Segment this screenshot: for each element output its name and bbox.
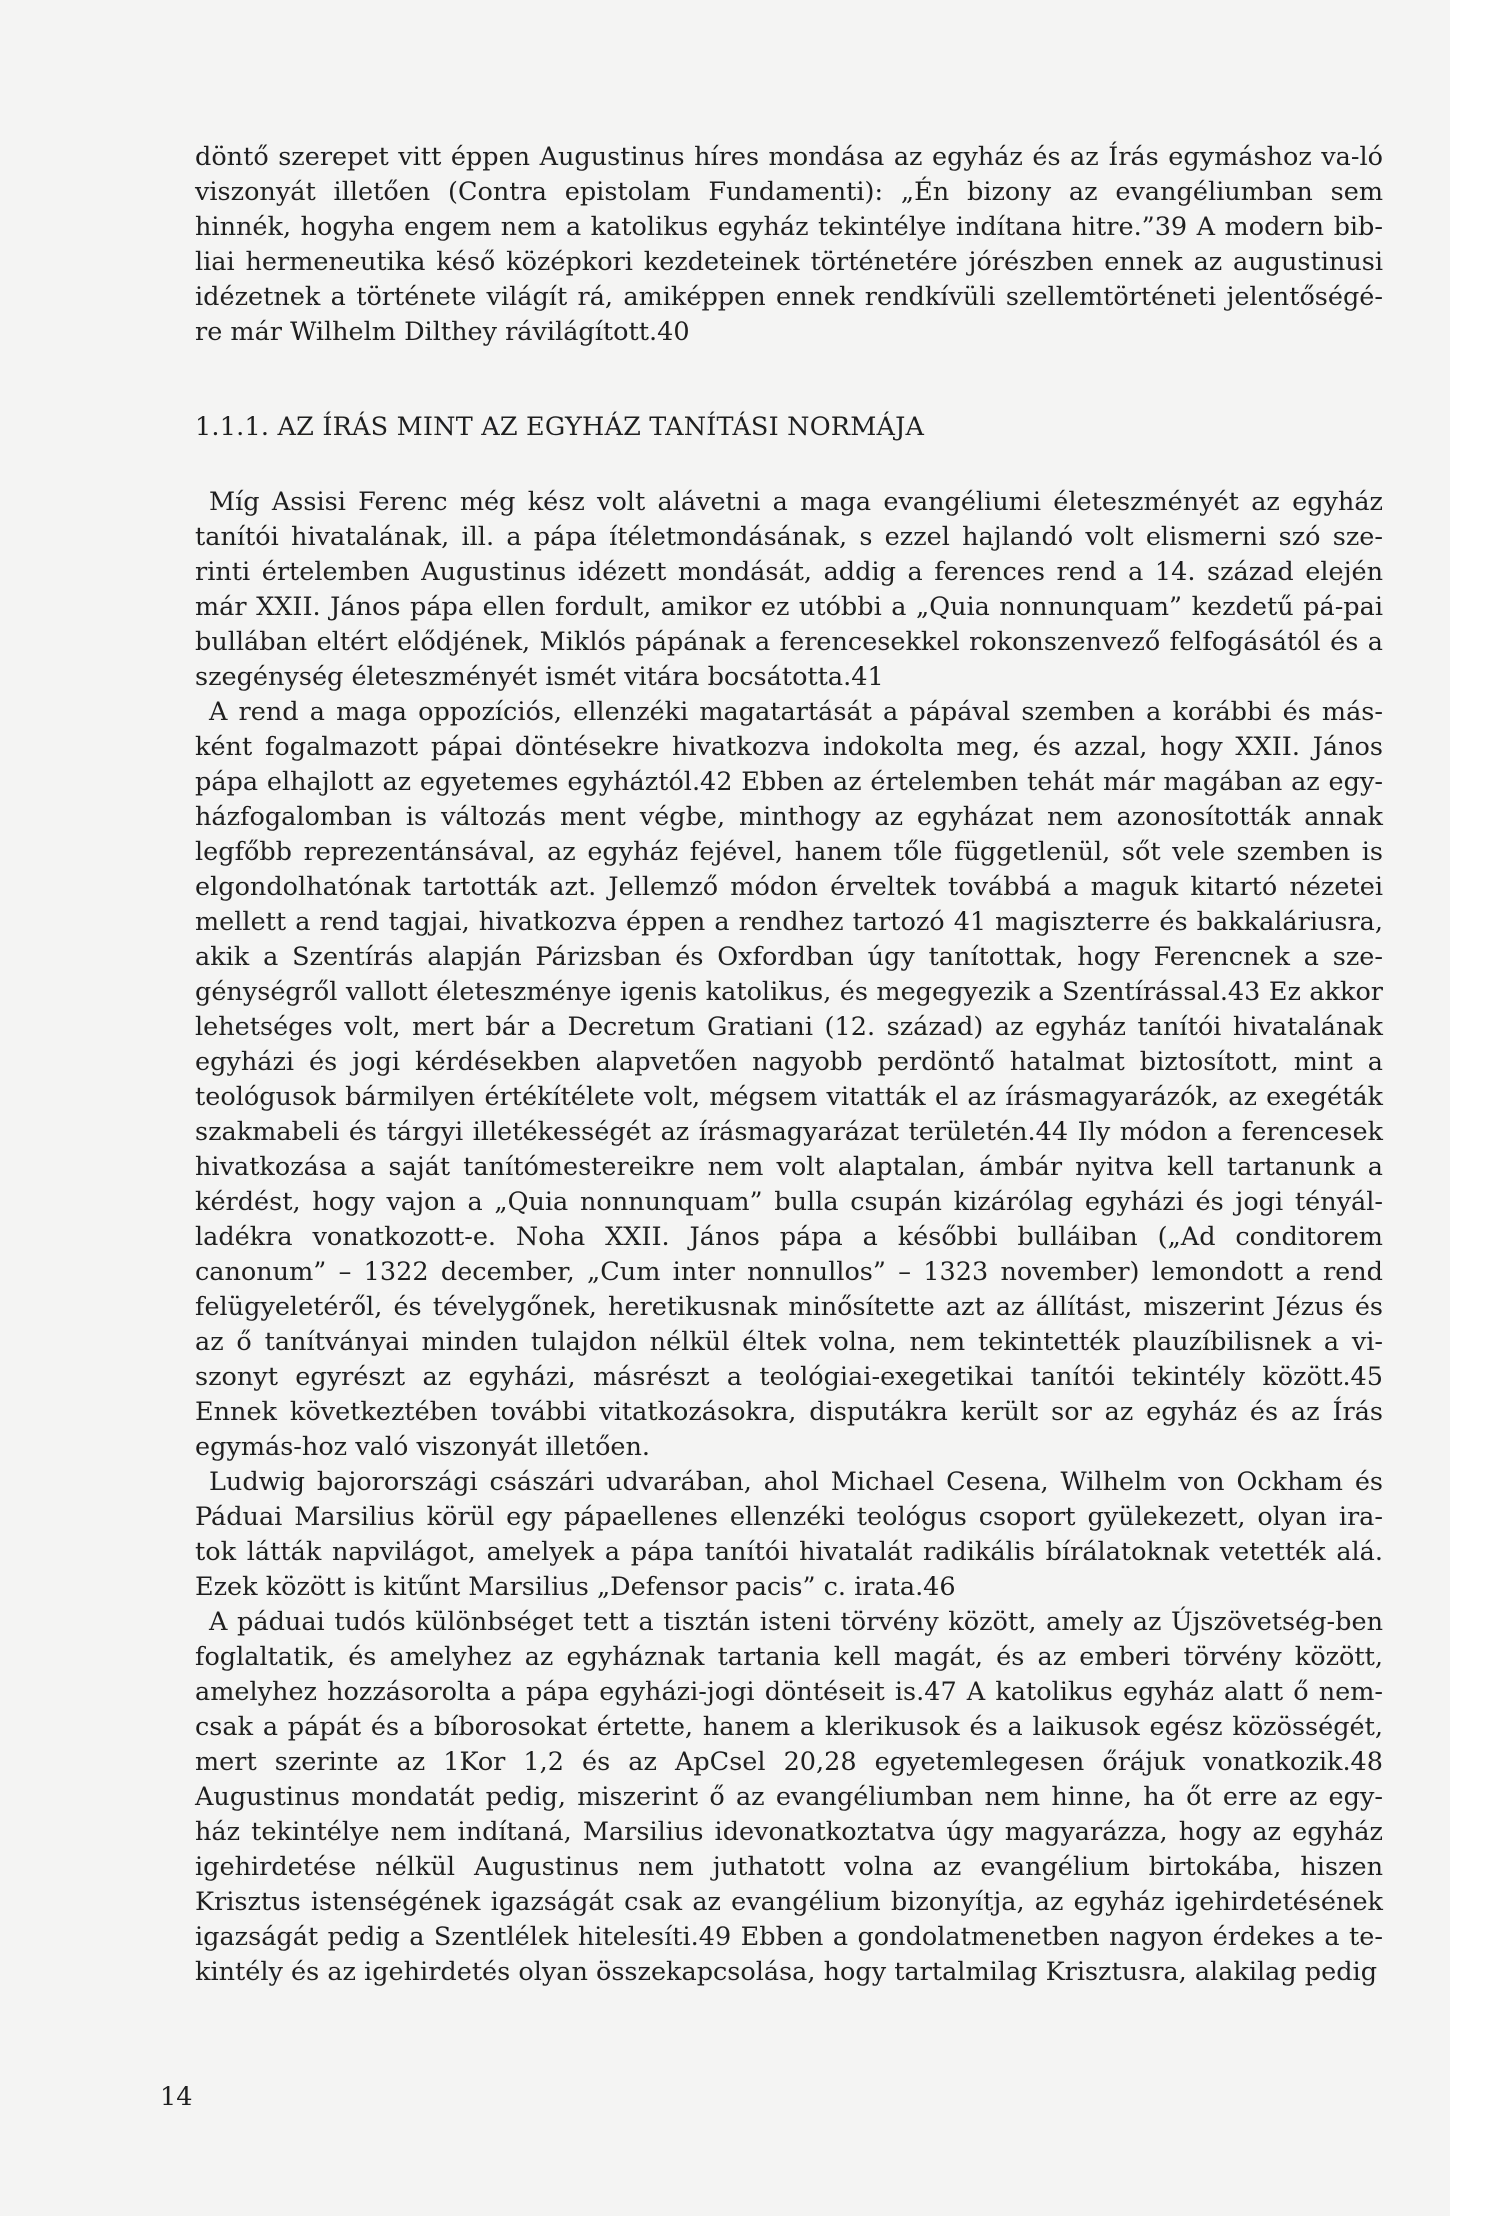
paragraph-1: Míg Assisi Ferenc még kész volt alávetni a maga evangéliumi életeszményét az egyház tanítói hivatalának, ill. a pápa ítéletmondásának, s ezzel hajlandó volt elismerni szó sze-rinti értelemben Augustinus idézett mondását, addig a ferences rend a 14. század elején már XXII. János pápa ellen fordult, amikor ez utóbbi a „Quia nonnunquam” kezdetű pá-pai bullában eltért elődjének, Miklós pápának a ferencesekkel rokonszenvező felfogásától és a szegénység életeszményét ismét vitára bocsátotta.41: [195, 487, 1383, 692]
page-number: 14: [160, 2082, 193, 2112]
section-heading: 1.1.1. AZ ÍRÁS MINT AZ EGYHÁZ TANÍTÁSI NORMÁJA: [195, 412, 925, 442]
intro-paragraph: döntő szerepet vitt éppen Augustinus híres mondása az egyház és az Írás egymáshoz va-ló viszonyát illetően (Contra epistolam Fundamenti): „Én bizony az evangéliumban sem hinnék, hogyha engem nem a katolikus egyház tekintélye indítana hitre.”39 A modern bib-liai hermeneutika késő középkori kezdeteinek történetére jórészben ennek az augustinusi idézetnek a története világít rá, amiképpen ennek rendkívüli szellemtörténeti jelentőségé-re már Wilhelm Dilthey rávilágított.40: [195, 142, 1383, 347]
page-body: [195, 140, 1383, 1990]
paragraph-2: A rend a maga oppozíciós, ellenzéki magatartását a pápával szemben a korábbi és más-ként fogalmazott pápai döntésekre hivatkozva indokolta meg, és azzal, hogy XXII. János pápa elhajlott az egyetemes egyháztól.42 Ebben az értelemben tehát már magában az egy-házfogalomban is változás ment végbe, minthogy az egyházat nem azonosították annak legfőbb reprezentánsával, az egyház fejével, hanem tőle függetlenül, sőt vele szemben is elgondolhatónak tartották azt. Jellemző módon érveltek továbbá a maguk kitartó nézetei mellett a rend tagjai, hivatkozva éppen a rendhez tartozó 41 magiszterre és bakkaláriusra, akik a Szentírás alapján Párizsban és Oxfordban úgy tanítottak, hogy Ferencnek a sze-génységről vallott életeszménye igenis katolikus, és megegyezik a Szentírással.43 Ez akkor lehetséges volt, mert bár a Decretum Gratiani (12. század) az egyház tanítói hivatalának egyházi és jogi kérdésekben alapvetően nagyobb perdöntő hatalmat biztosított, mint a teológusok bármilyen értékítélete volt, mégsem vitatták el az írásmagyarázók, az exegéták szakmabeli és tárgyi illetékességét az írásmagyarázat területén.44 Ily módon a ferencesek hivatkozása a saját tanítómestereikre nem volt alaptalan, ámbár nyitva kell tartanunk a kérdést, hogy vajon a „Quia nonnunquam” bulla csupán kizárólag egyházi és jogi tényál-ladékra vonatkozott-e. Noha XXII. János pápa a későbbi bulláiban („Ad conditorem canonum” – 1322 december, „Cum inter nonnullos” – 1323 november) lemondott a rend felügyeletéről, és tévelygőnek, heretikusnak minősítette azt az állítást, miszerint Jézus és az ő tanítványai minden tulajdon nélkül éltek volna, nem tekintették plauzíbilisnek a vi-szonyt egyrészt az egyházi, másrészt a teológiai-exegetikai tanítói tekintély között.45 Ennek következtében további vitatkozásokra, disputákra került sor az egyház és az Írás egymás-hoz való viszonyát illetően.: [195, 697, 1383, 1462]
paragraph-4: A páduai tudós különbséget tett a tisztán isteni törvény között, amely az Újszövetség-ben foglaltatik, és amelyhez az egyháznak tartania kell magát, és az emberi törvény között, amelyhez hozzásorolta a pápa egyházi-jogi döntéseit is.47 A katolikus egyház alatt ő nem-csak a pápát és a bíborosokat értette, hanem a klerikusok és a laikusok egész közösségét, mert szerinte az 1Kor 1,2 és az ApCsel 20,28 egyetemlegesen őrájuk vonatkozik.48 Augustinus mondatát pedig, miszerint ő az evangéliumban nem hinne, ha őt erre az egy-ház tekintélye nem indítaná, Marsilius idevonatkoztatva úgy magyarázza, hogy az egyház igehirdetése nélkül Augustinus nem juthatott volna az evangélium birtokába, hiszen Krisztus istenségének igazságát csak az evangélium bizonyítja, az egyház igehirdetésének igazságát pedig a Szentlélek hitelesíti.49 Ebben a gondolatmenetben nagyon érdekes a te-kintély és az igehirdetés olyan összekapcsolása, hogy tartalmilag Krisztusra, alakilag pedig: [195, 1607, 1383, 1987]
paragraph-3: Ludwig bajorországi császári udvarában, ahol Michael Cesena, Wilhelm von Ockham és Páduai Marsilius körül egy pápaellenes ellenzéki teológus csoport gyülekezett, olyan ira-tok látták napvilágot, amelyek a pápa tanítói hivatalát radikális bírálatoknak vetették alá. Ezek között is kitűnt Marsilius „Defensor pacis” c. irata.46: [195, 1467, 1383, 1602]
scan-margin: [1450, 0, 1492, 2216]
